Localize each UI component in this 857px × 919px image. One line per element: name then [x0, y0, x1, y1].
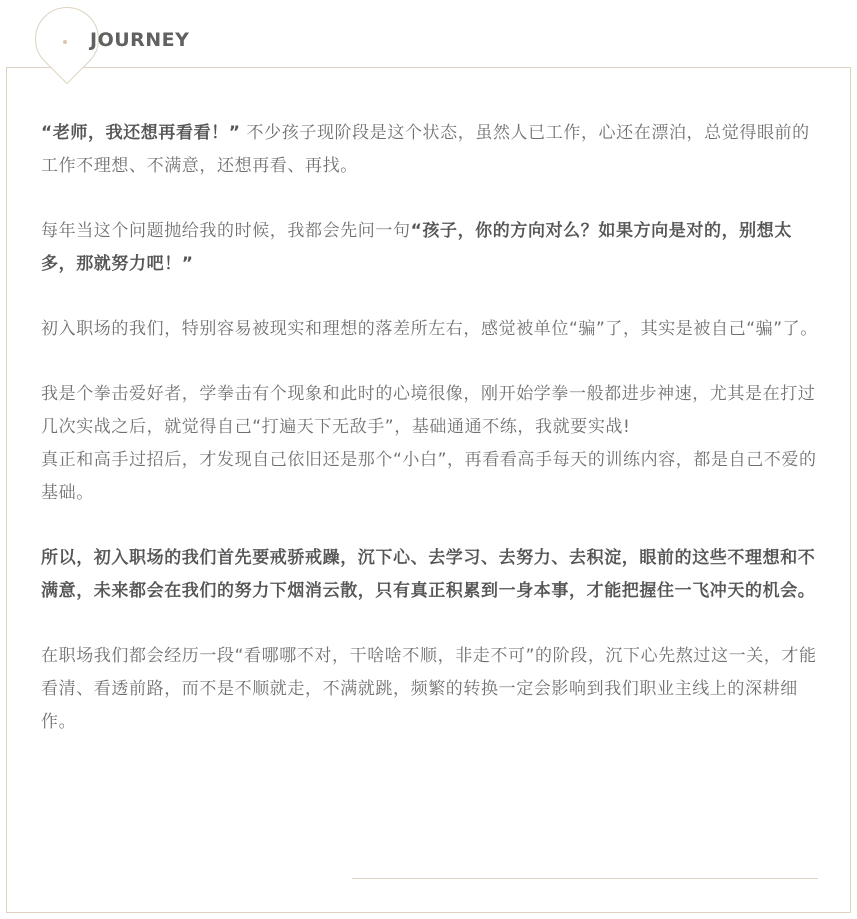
section-heading: JOURNEY [90, 29, 190, 51]
paragraph-7: 在职场我们都会经历一段“看哪哪不对，干啥啥不顺，非走不可”的阶段，沉下心先熬过这一关，才能看清、看透前路，而不是不顺就走，不满就跳，频繁的转换一定会影响到我们职业主线上的深耕细作。 [41, 646, 817, 732]
paragraph-6: 所以，初入职场的我们首先要戒骄戒躁，沉下心、去学习、去努力、去积淀，眼前的这些不理想和不满意，未来都会在我们的努力下烟消云散，只有真正积累到一身本事，才能把握住一飞冲天的机会。 [41, 548, 816, 601]
paragraph-1-text: 不少孩子现阶段是这个状态，虽然人已工作，心还在漂泊，总觉得眼前的工作不理想、不满意，还想再看、再找。 [41, 123, 810, 176]
article-body [41, 117, 819, 771]
paragraph-1 [41, 117, 819, 183]
paragraph-3: 初入职场的我们，特别容易被现实和理想的落差所左右，感觉被单位“骗”了，其实是被自己“骗”了。 [41, 319, 818, 339]
paragraph-2-text: 每年当这个问题抛给我的时候，我都会先问一句 [41, 221, 411, 241]
bottom-divider [352, 878, 818, 879]
paragraph-2-bold-tail: “孩子，你的方向对么？如果方向是对的，别想太多，那就努力吧！” [41, 221, 792, 274]
paragraph-5: 真正和高手过招后，才发现自己依旧还是那个“小白”，再看看高手每天的训练内容，都是自己不爱的基础。 [41, 450, 817, 503]
paragraph-1-bold-lead: “老师，我还想再看看！” [41, 123, 241, 143]
paragraph-2 [41, 215, 819, 281]
dot-icon [63, 40, 67, 44]
paragraph-4: 我是个拳击爱好者，学拳击有个现象和此时的心境很像，刚开始学拳一般都进步神速，尤其是在打过几次实战之后，就觉得自己“打遍天下无敌手”，基础通通不练，我就要实战! [41, 384, 816, 437]
